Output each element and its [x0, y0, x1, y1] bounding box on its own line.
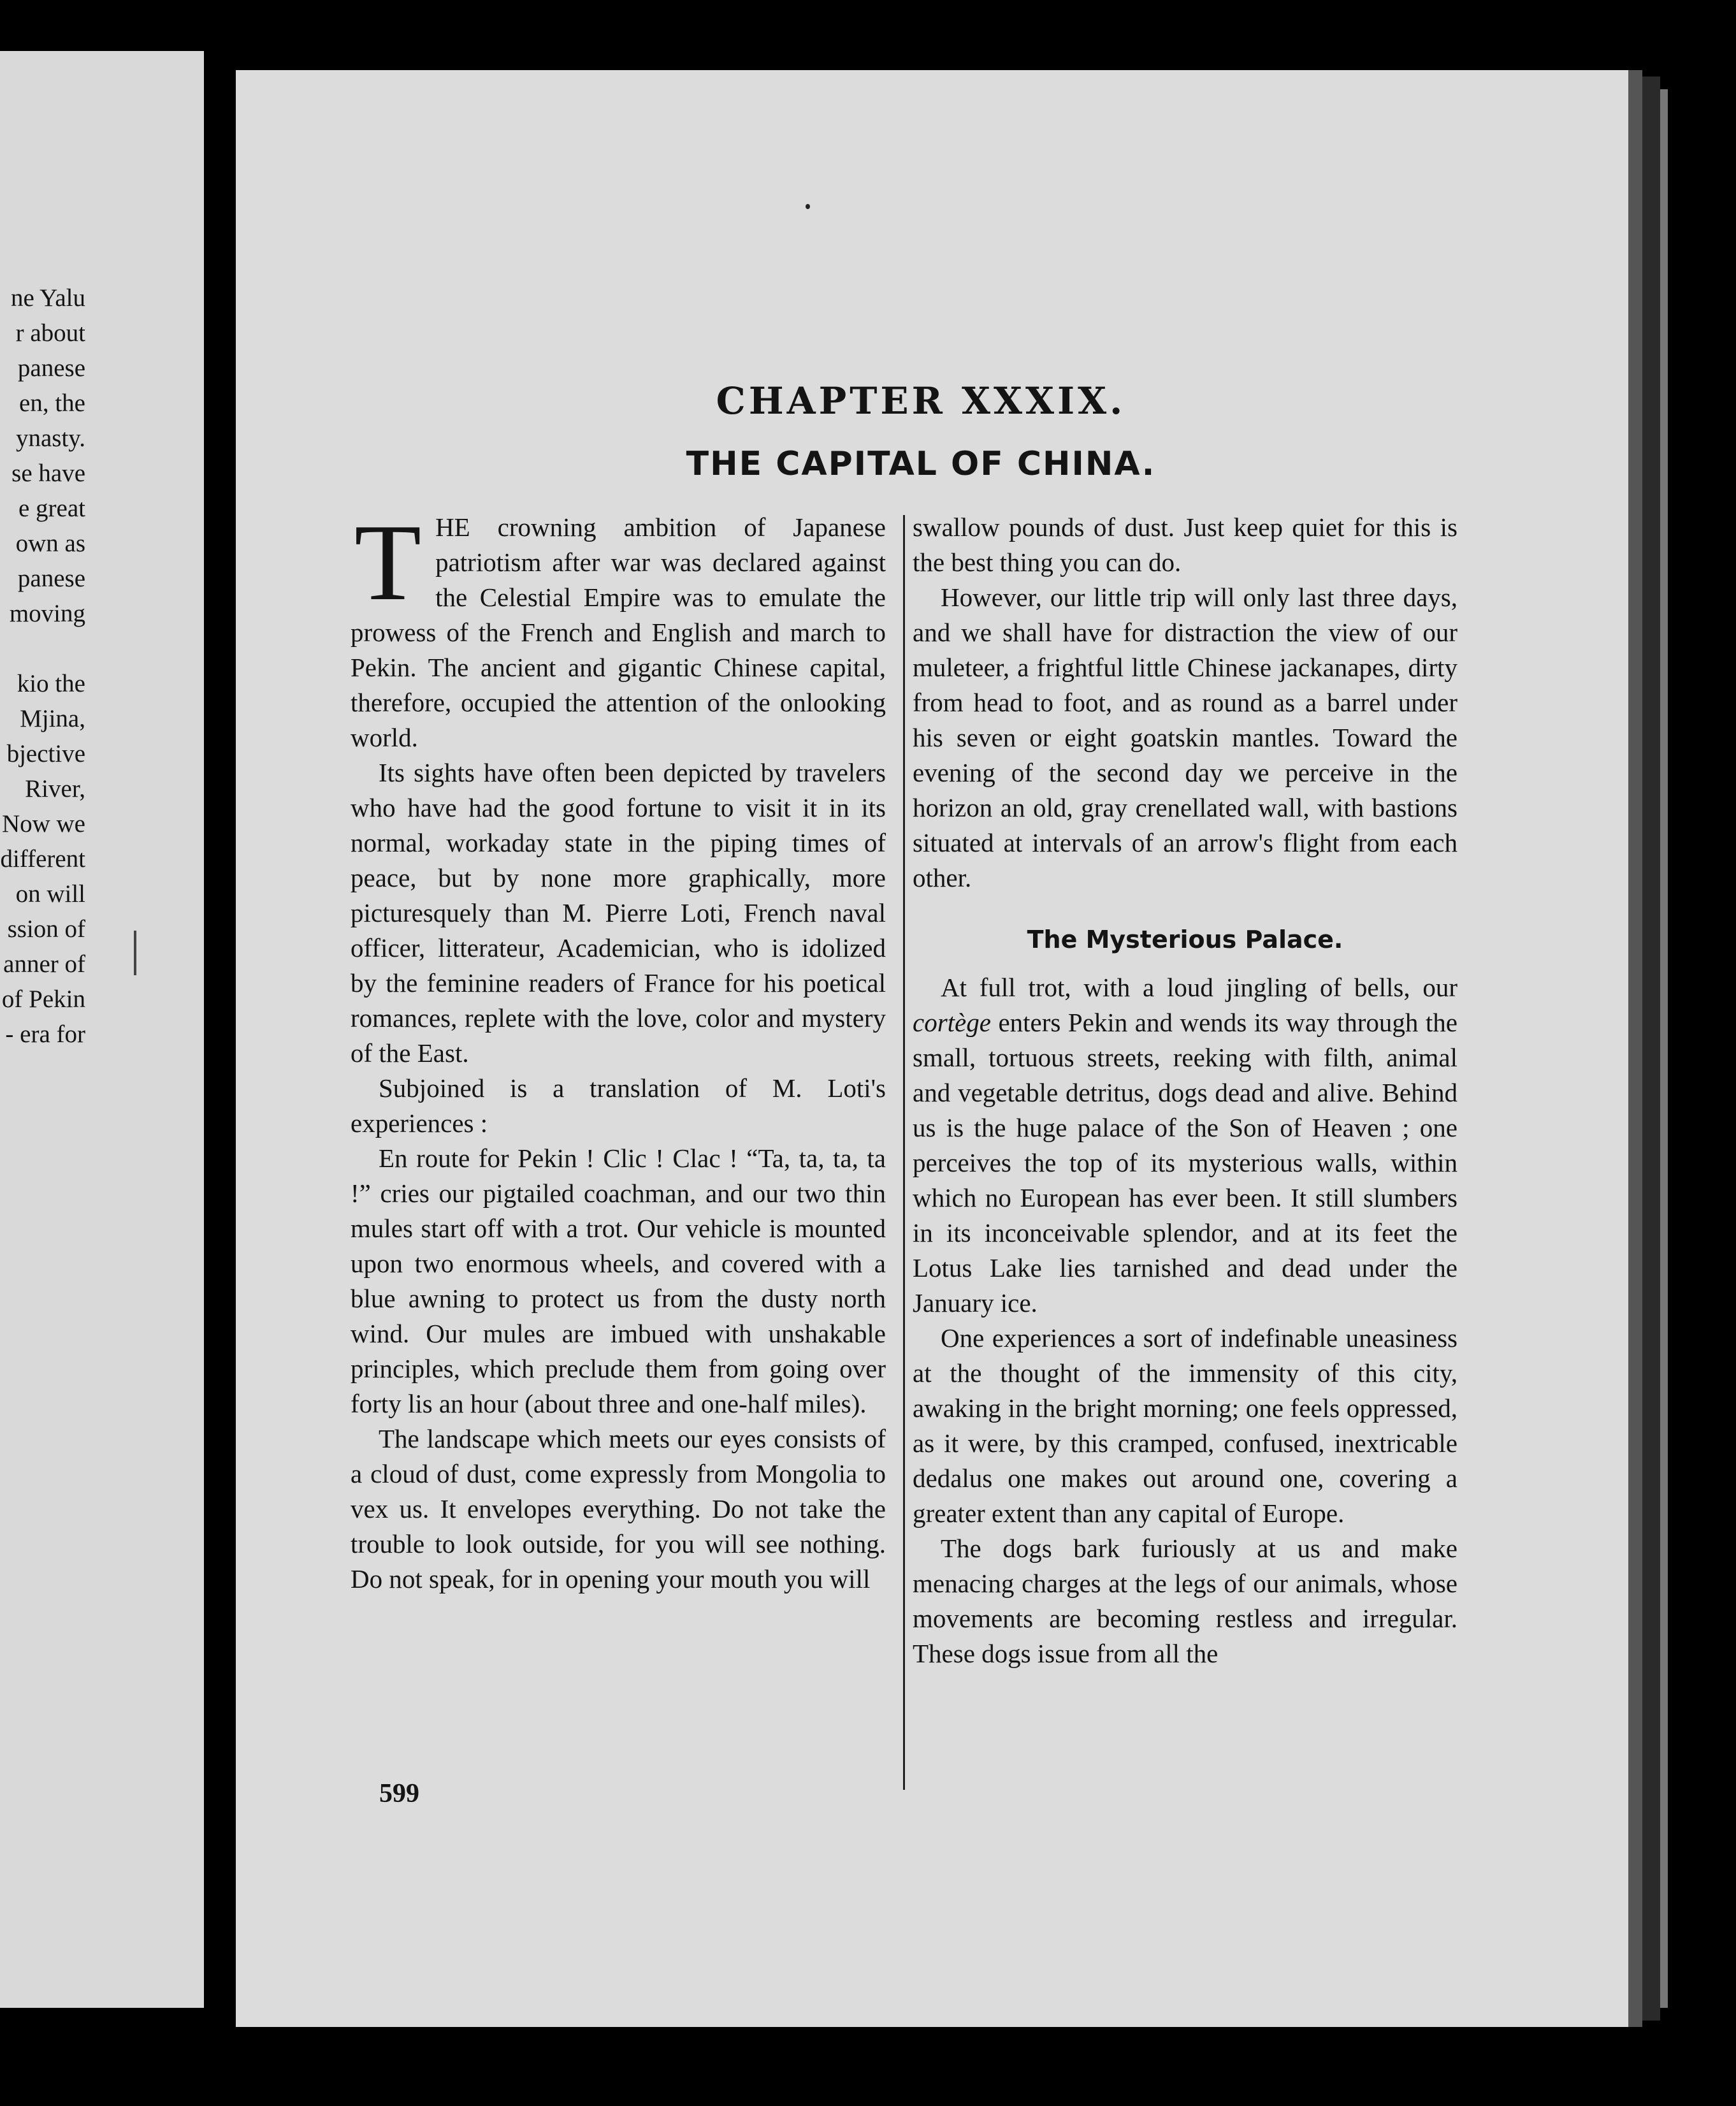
- paragraph: The dogs bark furiously at us and make menacing charges at the legs of our animals, whose movements are becoming restless and irregular. These dogs issue from all the: [913, 1534, 1458, 1668]
- paragraph: swallow pounds of dust. Just keep quiet for this is the best thing you can do.: [913, 512, 1458, 577]
- facing-line: - era for: [5, 1020, 85, 1048]
- facing-line: on will: [15, 880, 85, 908]
- text-column-right: [913, 510, 1458, 1671]
- column-rule: [903, 515, 905, 1790]
- facing-line: se have: [11, 460, 85, 487]
- italic-word: cortège: [913, 1008, 991, 1037]
- section-subheading: The Mysterious Palace.: [1027, 926, 1343, 954]
- facing-page-text: [0, 280, 85, 1052]
- text-column-left: [351, 502, 886, 1597]
- facing-line: ne Yalu: [10, 284, 85, 312]
- paragraph: En route for Pekin ! Clic ! Clac ! “Ta, ta, ta, ta !” cries our pigtailed coachman, and our two thin mules start off with a trot. Our vehicle is mounted upon two enormous wheels, and covered with a blue awning to protect us from the dusty north wind. Our mules are imbued with unshakable principles, which preclude them from going over forty lis an hour (about three and one-half miles).: [351, 1144, 886, 1418]
- paragraph: However, our little trip will only last three days, and we shall have for distraction the view of our muleteer, a frightful little Chinese jackanapes, dirty from head to foot, and as round as a barrel under his seven or eight goatskin mantles. Toward the evening of the second day we perceive in the horizon an old, gray crenellated wall, with bastions situated at intervals of an arrow's flight from each other.: [913, 583, 1458, 892]
- facing-line: of Pekin: [1, 985, 85, 1013]
- facing-line: different: [0, 845, 85, 873]
- page-edge: [1628, 70, 1642, 2027]
- facing-line: ynasty.: [15, 425, 85, 452]
- paragraph: [351, 502, 886, 755]
- facing-line: panese: [17, 565, 85, 592]
- paragraph: Subjoined is a translation of M. Loti's experiences :: [351, 1073, 886, 1138]
- facing-line: own as: [15, 530, 85, 557]
- facing-line: r about: [15, 319, 85, 347]
- facing-line: moving: [9, 600, 85, 627]
- facing-line: kio the: [17, 670, 85, 697]
- facing-line: e great: [18, 495, 85, 522]
- paragraph: [913, 970, 1458, 1321]
- facing-line: anner of: [3, 950, 85, 978]
- facing-line: panese: [17, 354, 85, 382]
- chapter-heading: CHAPTER XXXIX.: [716, 379, 1126, 423]
- facing-line: bjective: [6, 740, 85, 767]
- paragraph: One experiences a sort of indefinable uneasiness at the thought of the immensity of this city, awaking in the bright morning; one feels oppressed, as it were, by this cramped, confused, inextricable dedalus one makes out around one, covering a greater extent than any capital of Europe.: [913, 1323, 1458, 1528]
- page-number: 599: [379, 1779, 419, 1808]
- facing-line: River,: [25, 775, 85, 802]
- margin-mark: [134, 931, 136, 975]
- ink-speck: [806, 204, 810, 209]
- page-edge: [1660, 89, 1668, 2008]
- paragraph-text: At full trot, with a loud jingling of bells, our: [941, 973, 1458, 1002]
- paragraph-text: enters Pekin and wends its way through the small, tortuous streets, reeking with filth, animal and vegetable detritus, dogs dead and alive. Behind us is the huge palace of the Son of Heaven ; one perceives the top of its mysterious walls, within which no European has ever been. It still slumbers in its inconceivable splendor, and at its feet the Lotus Lake lies tarnished and dead under the January ice.: [913, 1008, 1458, 1318]
- drop-cap: T: [354, 502, 422, 623]
- facing-line: ssion of: [7, 915, 85, 943]
- paragraph: The landscape which meets our eyes consists of a cloud of dust, come expressly from Mongolia to vex us. It envelopes everything. Do not take the trouble to look outside, for you will see nothing. Do not speak, for in opening your mouth you will: [351, 1424, 886, 1594]
- facing-line: en, the: [19, 389, 85, 417]
- paragraph-text: HE crowning ambition of Japanese patriotism after war was declared against the Celestial Empire was to emulate the prowess of the French and English and march to Pekin. The ancient and gigantic Chinese capital, therefore, occupied the attention of the onlooking world.: [351, 512, 886, 752]
- chapter-title: THE CAPITAL OF CHINA.: [686, 445, 1156, 483]
- facing-page-fragment: [0, 51, 204, 2008]
- page-edge: [1642, 76, 1660, 2021]
- facing-line: Now we: [1, 810, 85, 838]
- facing-line-gap: [0, 631, 85, 666]
- facing-line: Mjina,: [20, 705, 85, 732]
- paragraph: Its sights have often been depicted by travelers who have had the good fortune to visit it in its normal, workaday state in the piping times of peace, but by none more graphically, more picturesquely than M. Pierre Loti, French naval officer, litterateur, Academician, who is idolized by the feminine readers of France for his poetical romances, replete with the love, color and mystery of the East.: [351, 758, 886, 1068]
